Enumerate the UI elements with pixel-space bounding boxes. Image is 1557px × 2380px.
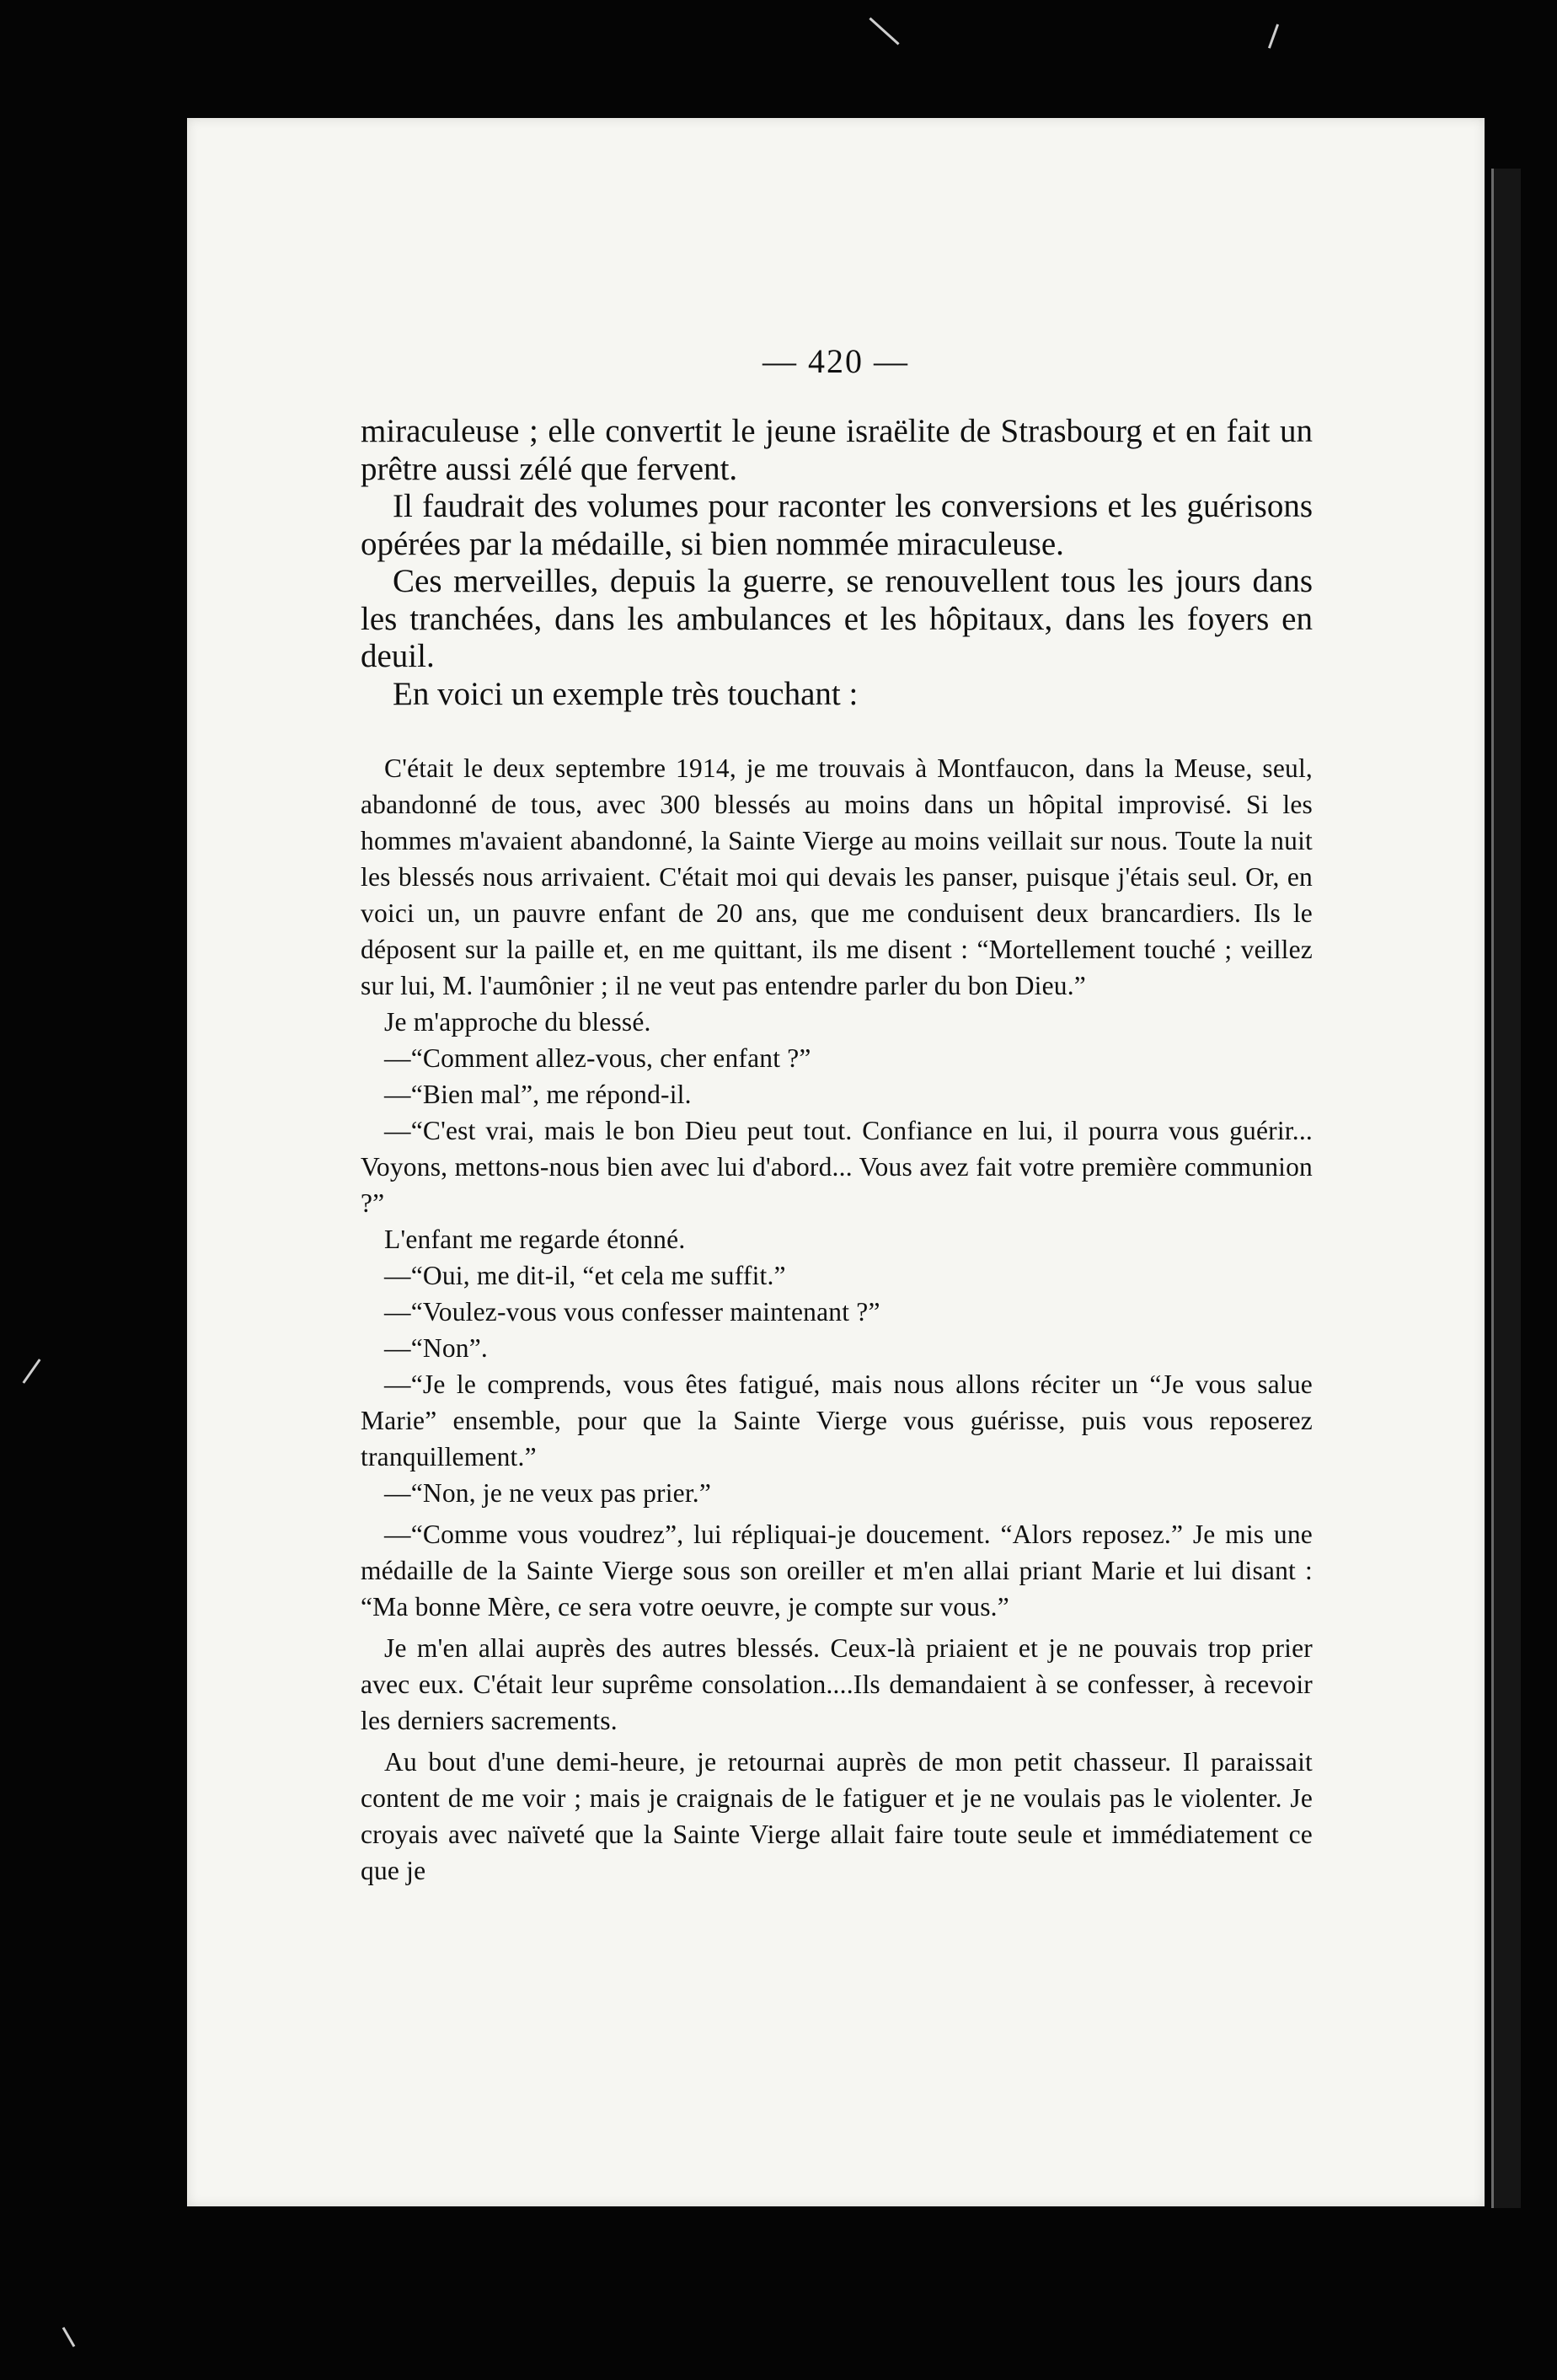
scan-scratch-mark bbox=[62, 2327, 76, 2347]
quote-paragraph: Je m'approche du blessé. bbox=[384, 1007, 651, 1037]
quoted-account bbox=[361, 750, 1313, 1889]
intro-paragraph: Il faudrait des volumes pour raconter les conversions et les guérisons opérées par la médaille, si bien nommée miraculeuse. bbox=[361, 488, 1313, 562]
dialogue-line: —“Non”. bbox=[384, 1333, 488, 1363]
page-edge-shadow bbox=[1491, 169, 1521, 2208]
quote-paragraph: Au bout d'une demi-heure, je retournai auprès de mon petit chasseur. Il paraissait content de me voir ; mais je craignais de le fatiguer et je ne voulais pas le violenter. Je croyais avec naïveté que la Sainte Vierge allait faire toute seule et immédiatement ce que je bbox=[361, 1747, 1313, 1885]
scan-scratch-mark bbox=[23, 1359, 41, 1384]
quote-paragraph: C'était le deux septembre 1914, je me trouvais à Montfaucon, dans la Meuse, seul, abandonné de tous, avec 300 blessés au moins dans un hôpital improvisé. Si les hommes m'avaient abandonné, la Sainte Vierge au moins veillait sur nous. Toute la nuit les blessés nous arrivaient. C'était moi qui devais les panser, puisque j'étais seul. Or, en voici un, un pauvre enfant de 20 ans, que me conduisent deux brancardiers. Ils le déposent sur la paille et, en me quittant, ils me disent : “Mortellement touché ; veillez sur lui, M. l'aumônier ; il ne veut pas entendre parler du bon Dieu.” bbox=[361, 753, 1313, 1000]
dialogue-line: —“Comment allez-vous, cher enfant ?” bbox=[384, 1043, 811, 1073]
dialogue-line: —“C'est vrai, mais le bon Dieu peut tout. Confiance en lui, il pourra vous guérir... Voyons, mettons-nous bien avec lui d'abord... Vous avez fait votre première communion ?” bbox=[361, 1116, 1313, 1218]
intro-section bbox=[361, 413, 1313, 713]
dialogue-line: —“Comme vous voudrez”, lui répliquai-je doucement. “Alors reposez.” Je mis une médaille de la Sainte Vierge sous son oreiller et m'en allai priant Marie et lui disant : “Ma bonne Mère, ce sera votre oeuvre, je compte sur vous.” bbox=[361, 1520, 1313, 1622]
dialogue-line: —“Je le comprends, vous êtes fatigué, mais nous allons réciter un “Je vous salue Marie” ensemble, pour que la Sainte Vierge vous guérisse, puis vous reposerez tranquillement.” bbox=[361, 1370, 1313, 1471]
book-page bbox=[187, 118, 1485, 2206]
dialogue-line: —“Bien mal”, me répond-il. bbox=[384, 1080, 692, 1109]
page-number: — 420 — bbox=[762, 342, 909, 380]
dialogue-line: —“Voulez-vous vous confesser maintenant ?” bbox=[384, 1297, 880, 1327]
page-text bbox=[361, 413, 1313, 1889]
dialogue-line: —“Oui, me dit-il, “et cela me suffit.” bbox=[384, 1261, 786, 1290]
quote-paragraph: Je m'en allai auprès des autres blessés. Ceux-là priaient et je ne pouvais trop prier avec eux. C'était leur suprême consolation....Ils demandaient à se confesser, à recevoir les derniers sacrements. bbox=[361, 1633, 1313, 1735]
scan-scratch-mark bbox=[1268, 24, 1279, 48]
intro-paragraph: miraculeuse ; elle convertit le jeune israëlite de Strasbourg et en fait un prêtre aussi zélé que fervent. bbox=[361, 413, 1313, 487]
intro-paragraph: Ces merveilles, depuis la guerre, se renouvellent tous les jours dans les tranchées, dans les ambulances et les hôpitaux, dans les foyers en deuil. bbox=[361, 563, 1313, 674]
scan-scratch-mark bbox=[869, 17, 899, 45]
dialogue-line: —“Non, je ne veux pas prier.” bbox=[384, 1478, 712, 1508]
intro-paragraph: En voici un exemple très touchant : bbox=[393, 675, 859, 712]
quote-paragraph: L'enfant me regarde étonné. bbox=[384, 1225, 686, 1254]
